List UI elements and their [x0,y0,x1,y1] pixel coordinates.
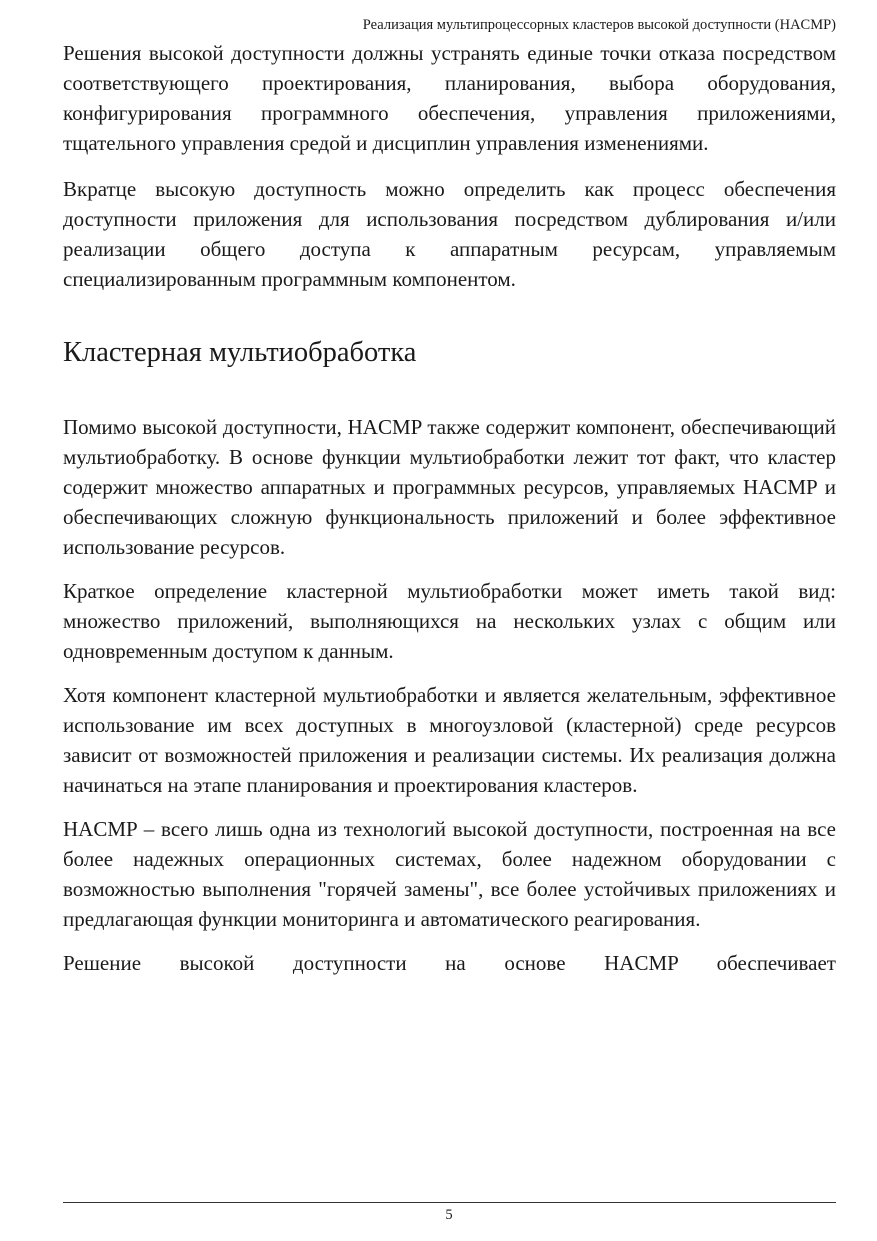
paragraph-2: Вкратце высокую доступность можно определить как процесс обеспечения доступности приложения для использования посредством дублирования и/или реализации общего доступа к аппаратным ресурсам, управляемым специализированным программным компонентом. [63,177,836,291]
section-heading: Кластерная мультиобработка [63,337,417,368]
paragraph-4: Краткое определение кластерной мультиобработки может иметь такой вид: множество приложений, выполняющихся на нескольких узлах с общим или одновременным доступом к данным. [63,579,836,663]
footer-divider [63,1202,836,1203]
page-number: 5 [445,1207,453,1223]
paragraph-1: Решения высокой доступности должны устранять единые точки отказа посредством соответствующего проектирования, планирования, выбора оборудования, конфигурирования программного обеспечения, управления приложениями, тщательного управления средой и дисциплин управления изменениями. [63,41,836,155]
page-body [63,38,836,978]
paragraph-3: Помимо высокой доступности, HACMP также содержит компонент, обеспечивающий мультиобработку. В основе функции мультиобработки лежит тот факт, что кластер содержит множество аппаратных и программных ресурсов, управляемых HACMP и обеспечивающих сложную функциональность приложений и более эффективное использование ресурсов. [63,415,836,559]
paragraph-7: Решение высокой доступности на основе HACMP обеспечивает [63,951,836,975]
paragraph-6: HACMP – всего лишь одна из технологий высокой доступности, построенная на все более надежных операционных системах, более надежном оборудовании с возможностью выполнения "горячей замены", все более устойчивых приложениях и предлагающая функции мониторинга и автоматического реагирования. [63,817,836,931]
running-header: Реализация мультипроцессорных кластеров высокой доступности (HACMP) [362,17,836,33]
paragraph-5: Хотя компонент кластерной мультиобработки и является желательным, эффективное использование им всех доступных в многоузловой (кластерной) среде ресурсов зависит от возможностей приложения и реализации системы. Их реализация должна начинаться на этапе планирования и проектирования кластеров. [63,683,836,797]
